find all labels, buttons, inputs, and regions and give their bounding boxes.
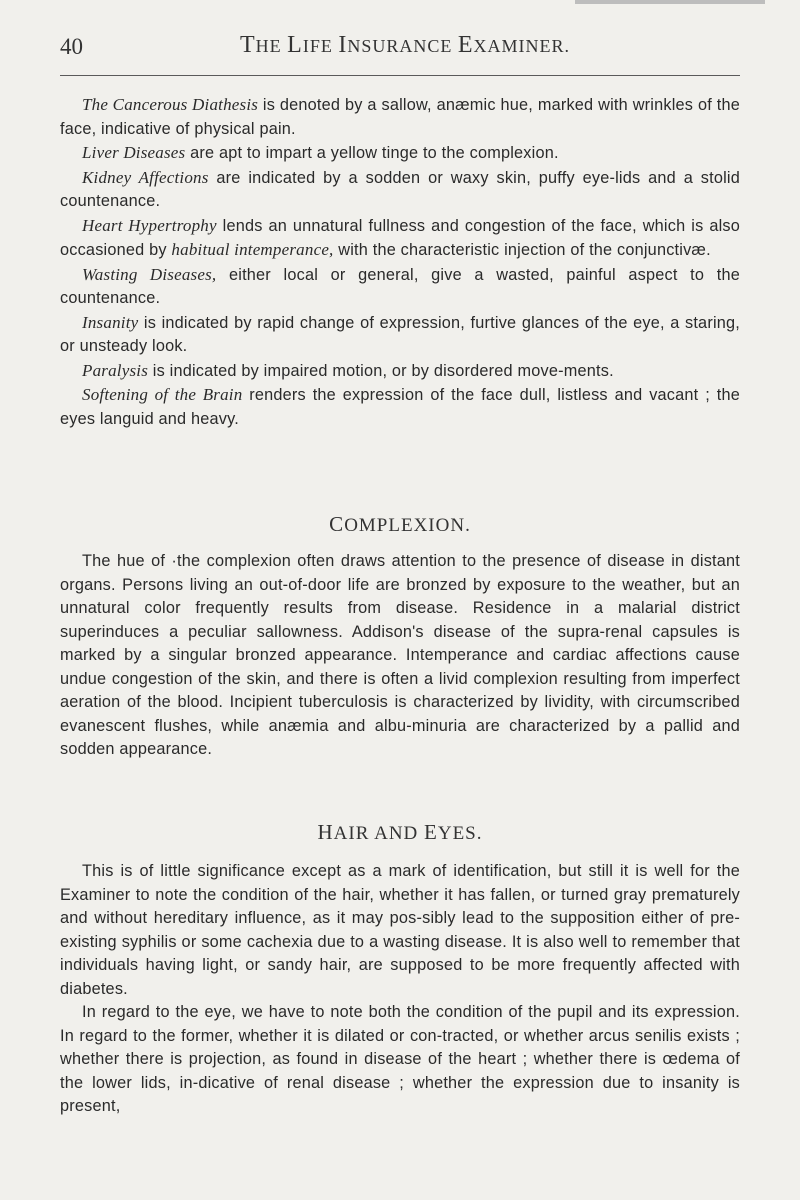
eyes-paragraph: In regard to the eye, we have to note both the condition of the pupil and its expression. In regard to the former, whether it is dilated or con-tracted, or whether arcus senilis exists ; whether there is projection, as found in disease of the heart ; whether there is œdema of the lower lids, in-dicative of renal disease ; whether the expression due to insanity is present, [60, 1003, 740, 1115]
facial-signs-section [60, 93, 740, 431]
sign-term: Kidney Affections [82, 167, 209, 187]
sign-term: Paralysis [82, 360, 149, 380]
sign-term: The Cancerous Diathesis [82, 95, 259, 114]
complexion-heading-cap: C [329, 512, 345, 536]
running-title-cap-3: I [338, 32, 348, 58]
running-title-cap-4: E [457, 32, 474, 58]
sign-paragraph [60, 214, 740, 263]
sign-text: lends an unnatural fullness and congestion of the face, which is also occasioned by [60, 216, 740, 259]
page-number: 40 [60, 34, 83, 59]
header-rule [60, 75, 740, 76]
sign-text: is indicated by rapid change of expression, furtive glances of the eye, a staring, or unsteady look. [60, 313, 740, 355]
page-header [60, 30, 750, 70]
running-title-cap-1: T [239, 32, 256, 58]
sign-paragraph [60, 359, 740, 384]
sign-paragraph [60, 141, 740, 166]
sign-text: is indicated by impaired motion, or by disordered move-ments. [148, 361, 614, 380]
sign-text: renders the expression of the face dull, listless and vacant ; the eyes languid and heavy. [60, 386, 740, 428]
sign-text: either local or general, give a wasted, painful aspect to the countenance. [60, 265, 740, 307]
hair-eyes-heading-part-2: YES. [437, 823, 483, 844]
sign-term: Liver Diseases [82, 143, 186, 162]
sign-text: are apt to impart a yellow tinge to the complexion. [185, 144, 559, 162]
top-edge-mark [575, 0, 765, 4]
hair-eyes-heading-cap-1: H [317, 820, 334, 844]
complexion-paragraph: The hue of ·the complexion often draws attention to the presence of disease in distant organs. Persons living an out-of-door life are bronzed by exposure to the weather, but an unnatural color frequently results from disease. Residence in a malarial district superinduces a peculiar sallowness. Addison's disease of the supra-renal capsules is marked by a singular bronzed appearance. Intemperance and cardiac affections cause undue congestion of the skin, and there is often a livid complexion resulting from imperfect aeration of the blood. Incipient tuberculosis is characterized by lividity, with circumscribed evanescent flushes, while anæmia and albu-minuria are characterized by a pallid and sodden appearance. [60, 552, 740, 758]
hair-eyes-heading [60, 820, 740, 845]
complexion-heading [60, 512, 740, 537]
sign-paragraph [60, 263, 740, 311]
sign-text: are indicated by a sodden or waxy skin, puffy eye-lids and a stolid countenance. [60, 168, 740, 210]
complexion-section [60, 550, 740, 762]
sign-paragraph [60, 166, 740, 214]
sign-term: Insanity [82, 312, 139, 332]
running-title [60, 32, 750, 59]
running-title-part-1: HE [255, 36, 288, 56]
sign-term: Heart Hypertrophy [82, 215, 217, 235]
sign-paragraph [60, 311, 740, 359]
complexion-heading-rest: OMPLEXION. [344, 515, 471, 536]
running-title-part-4: XAMINER. [473, 36, 571, 56]
hair-eyes-heading-part-1: AIR AND [333, 823, 425, 844]
running-title-part-2: IFE [302, 36, 339, 56]
sign-paragraph [60, 383, 740, 431]
hair-eyes-heading-cap-2: E [424, 820, 438, 844]
sign-term: Wasting Diseases, [82, 264, 217, 284]
sign-paragraph [60, 93, 740, 141]
sign-term: Softening of the Brain [82, 385, 243, 404]
sign-emphasis: habitual intemperance, [171, 240, 334, 259]
sign-text: with the characteristic injection of the conjunctivæ. [333, 241, 711, 259]
hair-eyes-section [60, 860, 740, 1119]
running-title-cap-2: L [287, 32, 303, 58]
sign-text: is denoted by a sallow, anæmic hue, marked with wrinkles of the face, indicative of physical pain. [60, 96, 740, 138]
running-title-part-3: NSURANCE [347, 36, 458, 56]
hair-paragraph: This is of little significance except as a mark of identification, but still it is well for the Examiner to note the condition of the hair, whether it has fallen, or turned gray prematurely and without hereditary influence, as it may pos-sibly lead to the supposition either of pre-existing syphilis or some cachexia due to a wasting disease. It is also well to remember that individuals having light, or sandy hair, are supposed to be more frequently affected with diabetes. [60, 862, 740, 998]
